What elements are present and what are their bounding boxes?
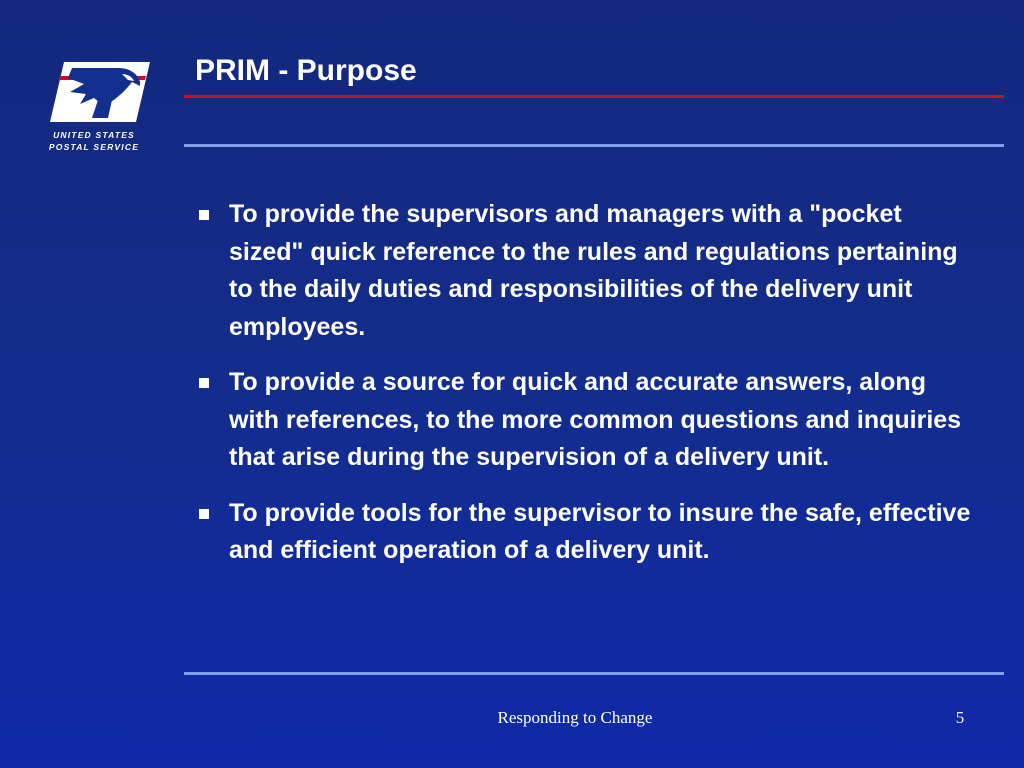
slide-title: PRIM - Purpose [195,54,417,87]
title-divider-blue [184,144,1004,147]
eagle-icon [50,60,150,124]
bullet-text: To provide tools for the supervisor to insure the safe, effective and efficient operation of a delivery unit. [229,498,971,564]
footer-caption: Responding to Change [497,708,653,727]
bullet-item [196,196,976,346]
bullet-text: To provide a source for quick and accurate answers, along with references, to the more common questions and inquiries that arise during the supervision of a delivery unit. [229,368,962,471]
bullet-item [196,364,976,477]
footer-divider [184,672,1004,675]
title-divider-red [184,95,1004,98]
square-bullet-icon [199,509,209,519]
bullet-item [196,495,976,570]
bullet-list [196,196,976,588]
bullet-text: To provide the supervisors and managers with a "pocket sized" quick reference to the rules and regulations pertaining to the daily duties and responsibilities of the delivery unit employees. [229,200,958,341]
usps-logo [44,60,156,160]
logo-text-united-states: UNITED STATES [53,130,135,140]
page-number: 5 [955,708,965,727]
square-bullet-icon [199,210,209,220]
square-bullet-icon [199,378,209,388]
logo-text-postal-service: POSTAL SERVICE [48,142,140,152]
